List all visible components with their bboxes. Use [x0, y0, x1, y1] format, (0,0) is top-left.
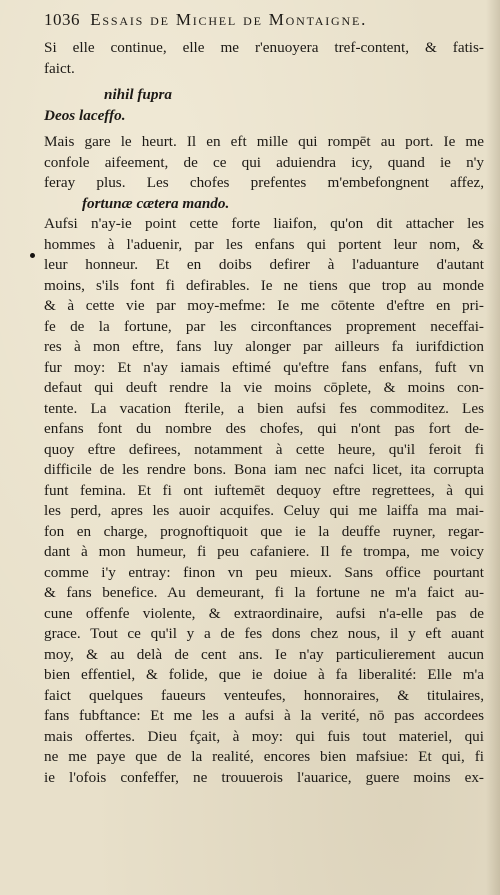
- body-text: [44, 38, 484, 788]
- text-line: dant à mon humeur, fi peu cafaniere. Il fe trompa, me voicy: [44, 543, 484, 560]
- text-line: feray plus. Les chofes prefentes m'embefongnent affez,: [44, 174, 484, 191]
- text-line: faict.: [44, 59, 75, 77]
- latin-quotation: fortunæ cætera mando.: [82, 194, 230, 212]
- text-line: Si elle continue, elle me r'enuoyera tref-content, & fatis-: [44, 39, 484, 56]
- page-number: 1036: [44, 10, 80, 29]
- text-line: fe de la fortune, par les circonftances proprement neceffai-: [44, 317, 484, 335]
- text-line: funt femina. Et fi ont iuftemēt dequoy eftre regrettees, à qui: [44, 481, 484, 499]
- text-line: defaut qui deuft rendre la vie moins cōplete, & moins con-: [44, 379, 484, 396]
- text-line: mais offertes. Dieu fçait, à moy: qui fuis tout materiel, qui: [44, 727, 484, 745]
- text-line: moy, & au delà de cent ans. Ie n'ay particulierement aucun: [44, 645, 484, 663]
- text-line: & fans benefice. Au demeurant, fi la fortune ne m'a faict au-: [44, 584, 484, 601]
- text-line: cune offenfe violente, & extraordinaire, aufsi n'a-elle pas de: [44, 604, 484, 622]
- ink-blot-mark: [30, 253, 35, 258]
- text-line: & à cette vie par moy-mefme: Ie me cōtente d'eftre en pri-: [44, 297, 484, 314]
- text-line: Aufsi n'ay-ie point cette forte liaifon, qu'on dit attacher les: [44, 215, 484, 232]
- text-line: hommes à l'aduenir, par les enfans qui portent leur nom, &: [44, 235, 484, 253]
- text-line: grace. Tout ce qu'il y a de fes dons chez nous, il y eft auant: [44, 625, 484, 642]
- page-edge-shadow: [486, 0, 500, 895]
- text-line: leur honneur. Et en doibs defirer à l'aduanture d'autant: [44, 256, 484, 273]
- text-line: confole aifeement, de ce qui aduiendra icy, quand ie n'y: [44, 153, 484, 171]
- text-line: fans fubftance: Et me les a aufsi à la verité, nō pas accordees: [44, 707, 484, 724]
- text-line: difficile de les rendre bons. Bona iam nec nafci licet, ita corrupta: [44, 461, 484, 478]
- text-line: comme i'y entray: finon vn peu mieux. Sans office pourtant: [44, 563, 484, 581]
- text-line: ie l'ofois confeffer, ne trouuerois l'auarice, guere moins ex-: [44, 768, 484, 786]
- text-line: ne me paye que de la realité, encores bien mafsiue: Et qui, fi: [44, 748, 484, 765]
- text-line: enfans font du nombre des chofes, qui n'ont pas fort de-: [44, 420, 484, 437]
- text-line: res à mon eftre, fans luy alonger par ailleurs fa iurifdiction: [44, 338, 484, 355]
- latin-quotation: Deos laceffo.: [44, 106, 126, 124]
- text-line: moins, s'ils font fi defirables. Ie ne tiens que trop au monde: [44, 276, 484, 294]
- text-line: fon en charge, prognoftiquoit que ie la deuffe ruyner, regar-: [44, 522, 484, 540]
- text-line: tente. La vacation fterile, a bien aufsi fes commoditez. Les: [44, 399, 484, 417]
- text-line: faict quelques faueurs venteufes, honnoraires, & titulaires,: [44, 686, 484, 704]
- running-header: [44, 9, 484, 31]
- text-line: fur moy: Et n'ay iamais eftimé qu'eftre fans enfans, fuft vn: [44, 358, 484, 376]
- text-line: les perd, apres les auoir acquifes. Celuy qui me laiffa ma mai-: [44, 502, 484, 519]
- text-line: Mais gare le heurt. Il en eft mille qui rompēt au port. Ie me: [44, 133, 484, 150]
- running-title: Essais de Michel de Montaigne.: [90, 10, 368, 29]
- text-line: quoy eftre defirees, notamment à cette heure, qu'il feroit fi: [44, 440, 484, 458]
- latin-quotation: nihil fupra: [104, 86, 172, 103]
- text-line: bien effentiel, & folide, que ie doiue à fa liberalité: Elle m'a: [44, 666, 484, 683]
